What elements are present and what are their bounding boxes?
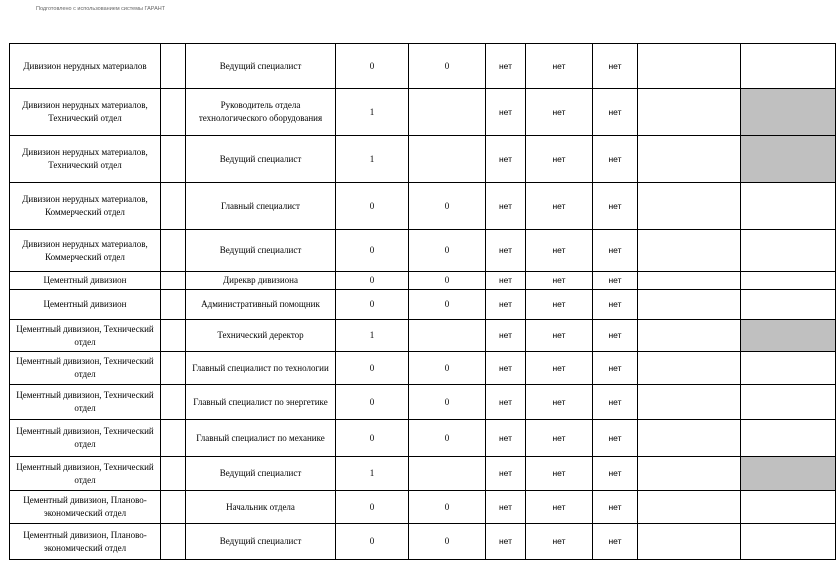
flag-cell-3: нет (593, 385, 638, 420)
flag-cell-3: нет (593, 352, 638, 385)
shade-cell (741, 524, 836, 560)
flag-cell-3: нет (593, 290, 638, 320)
flag-cell-3: нет (593, 89, 638, 136)
flag-cell-2: нет (526, 385, 593, 420)
blank-cell (638, 136, 741, 183)
shade-cell (741, 385, 836, 420)
position-cell: Административный помощник (186, 290, 336, 320)
flag-cell-2: нет (526, 420, 593, 457)
shade-cell (741, 457, 836, 491)
flag-cell-1: нет (486, 352, 526, 385)
value-cell-2: 0 (409, 44, 486, 89)
table-row (10, 385, 836, 420)
value-cell-2 (409, 136, 486, 183)
value-cell-2: 0 (409, 352, 486, 385)
shade-cell (741, 89, 836, 136)
flag-cell-1: нет (486, 230, 526, 272)
flag-cell-2: нет (526, 524, 593, 560)
value-cell-2 (409, 457, 486, 491)
shade-cell (741, 491, 836, 524)
flag-cell-3: нет (593, 44, 638, 89)
blank-cell (638, 491, 741, 524)
value-cell-1: 0 (336, 524, 409, 560)
division-cell: Цементный дивизион, Технический отдел (10, 320, 161, 352)
position-cell: Главный специалист по энергетике (186, 385, 336, 420)
value-cell-1: 0 (336, 44, 409, 89)
flag-cell-1: нет (486, 272, 526, 290)
position-cell: Главный специалист (186, 183, 336, 230)
flag-cell-2: нет (526, 272, 593, 290)
flag-cell-1: нет (486, 290, 526, 320)
position-cell: Ведущий специалист (186, 524, 336, 560)
blank-cell (638, 272, 741, 290)
position-cell: Начальник отдела (186, 491, 336, 524)
flag-cell-2: нет (526, 89, 593, 136)
value-cell-2 (409, 89, 486, 136)
blank-cell (161, 491, 186, 524)
blank-cell (638, 183, 741, 230)
shade-cell (741, 230, 836, 272)
division-cell: Дивизион нерудных материалов, Технический отдел (10, 89, 161, 136)
table-row (10, 420, 836, 457)
shade-cell (741, 420, 836, 457)
blank-cell (161, 290, 186, 320)
flag-cell-2: нет (526, 183, 593, 230)
shade-cell (741, 352, 836, 385)
flag-cell-1: нет (486, 491, 526, 524)
blank-cell (161, 183, 186, 230)
division-cell: Цементный дивизион (10, 272, 161, 290)
header-note: Подготовлено с использованием системы ГАРАНТ (36, 6, 166, 12)
position-cell: Главный специалист по технологии (186, 352, 336, 385)
flag-cell-3: нет (593, 524, 638, 560)
flag-cell-3: нет (593, 230, 638, 272)
table-row (10, 183, 836, 230)
value-cell-2 (409, 320, 486, 352)
division-cell: Цементный дивизион (10, 290, 161, 320)
table-row (10, 230, 836, 272)
value-cell-1: 0 (336, 352, 409, 385)
shade-cell (741, 290, 836, 320)
value-cell-2: 0 (409, 491, 486, 524)
flag-cell-3: нет (593, 320, 638, 352)
blank-cell (161, 457, 186, 491)
table-row (10, 89, 836, 136)
blank-cell (161, 385, 186, 420)
blank-cell (161, 352, 186, 385)
position-cell: Ведущий специалист (186, 457, 336, 491)
shade-cell (741, 44, 836, 89)
blank-cell (161, 230, 186, 272)
flag-cell-1: нет (486, 320, 526, 352)
division-cell: Цементный дивизион, Технический отдел (10, 457, 161, 491)
blank-cell (638, 230, 741, 272)
blank-cell (161, 272, 186, 290)
value-cell-2: 0 (409, 524, 486, 560)
division-cell: Цементный дивизион, Планово-экономический отдел (10, 491, 161, 524)
table-row (10, 491, 836, 524)
division-cell: Цементный дивизион, Технический отдел (10, 385, 161, 420)
value-cell-1: 0 (336, 183, 409, 230)
flag-cell-1: нет (486, 136, 526, 183)
value-cell-1: 0 (336, 272, 409, 290)
table-row (10, 320, 836, 352)
table-row (10, 352, 836, 385)
flag-cell-2: нет (526, 457, 593, 491)
value-cell-2: 0 (409, 385, 486, 420)
flag-cell-3: нет (593, 420, 638, 457)
table-body (10, 44, 836, 560)
blank-cell (161, 44, 186, 89)
table-row (10, 44, 836, 89)
position-cell: Руководитель отдела технологического оборудования (186, 89, 336, 136)
flag-cell-2: нет (526, 230, 593, 272)
flag-cell-3: нет (593, 457, 638, 491)
value-cell-1: 0 (336, 420, 409, 457)
value-cell-2: 0 (409, 420, 486, 457)
value-cell-1: 0 (336, 491, 409, 524)
flag-cell-1: нет (486, 183, 526, 230)
position-cell: Ведущий специалист (186, 230, 336, 272)
value-cell-1: 1 (336, 320, 409, 352)
position-cell: Ведущий специалист (186, 136, 336, 183)
table-row (10, 136, 836, 183)
flag-cell-3: нет (593, 183, 638, 230)
flag-cell-1: нет (486, 524, 526, 560)
blank-cell (638, 385, 741, 420)
value-cell-1: 1 (336, 136, 409, 183)
division-cell: Дивизион нерудных материалов, Коммерческий отдел (10, 230, 161, 272)
blank-cell (638, 420, 741, 457)
division-cell: Цементный дивизион, Технический отдел (10, 420, 161, 457)
table-row (10, 272, 836, 290)
blank-cell (638, 352, 741, 385)
value-cell-1: 0 (336, 290, 409, 320)
position-cell: Диреквр дивизиона (186, 272, 336, 290)
position-cell: Ведущий специалист (186, 44, 336, 89)
value-cell-2: 0 (409, 183, 486, 230)
flag-cell-1: нет (486, 457, 526, 491)
value-cell-1: 0 (336, 230, 409, 272)
positions-table (9, 43, 836, 560)
blank-cell (638, 44, 741, 89)
flag-cell-2: нет (526, 320, 593, 352)
blank-cell (161, 420, 186, 457)
value-cell-2: 0 (409, 272, 486, 290)
flag-cell-1: нет (486, 44, 526, 89)
shade-cell (741, 320, 836, 352)
division-cell: Дивизион нерудных материалов, Коммерческий отдел (10, 183, 161, 230)
blank-cell (161, 524, 186, 560)
value-cell-1: 0 (336, 385, 409, 420)
flag-cell-3: нет (593, 491, 638, 524)
flag-cell-2: нет (526, 491, 593, 524)
flag-cell-1: нет (486, 89, 526, 136)
blank-cell (161, 136, 186, 183)
flag-cell-3: нет (593, 136, 638, 183)
division-cell: Дивизион нерудных материалов (10, 44, 161, 89)
table-row (10, 524, 836, 560)
value-cell-1: 1 (336, 89, 409, 136)
shade-cell (741, 136, 836, 183)
flag-cell-2: нет (526, 352, 593, 385)
shade-cell (741, 272, 836, 290)
flag-cell-2: нет (526, 290, 593, 320)
flag-cell-1: нет (486, 420, 526, 457)
table-row (10, 457, 836, 491)
blank-cell (638, 524, 741, 560)
blank-cell (161, 89, 186, 136)
blank-cell (161, 320, 186, 352)
division-cell: Цементный дивизион, Планово-экономический отдел (10, 524, 161, 560)
flag-cell-2: нет (526, 44, 593, 89)
table-row (10, 290, 836, 320)
flag-cell-2: нет (526, 136, 593, 183)
value-cell-2: 0 (409, 290, 486, 320)
value-cell-1: 1 (336, 457, 409, 491)
flag-cell-1: нет (486, 385, 526, 420)
blank-cell (638, 290, 741, 320)
position-cell: Главный специалист по механике (186, 420, 336, 457)
flag-cell-3: нет (593, 272, 638, 290)
value-cell-2: 0 (409, 230, 486, 272)
position-cell: Технический деректор (186, 320, 336, 352)
division-cell: Дивизион нерудных материалов, Технический отдел (10, 136, 161, 183)
blank-cell (638, 457, 741, 491)
shade-cell (741, 183, 836, 230)
blank-cell (638, 320, 741, 352)
division-cell: Цементный дивизион, Технический отдел (10, 352, 161, 385)
blank-cell (638, 89, 741, 136)
